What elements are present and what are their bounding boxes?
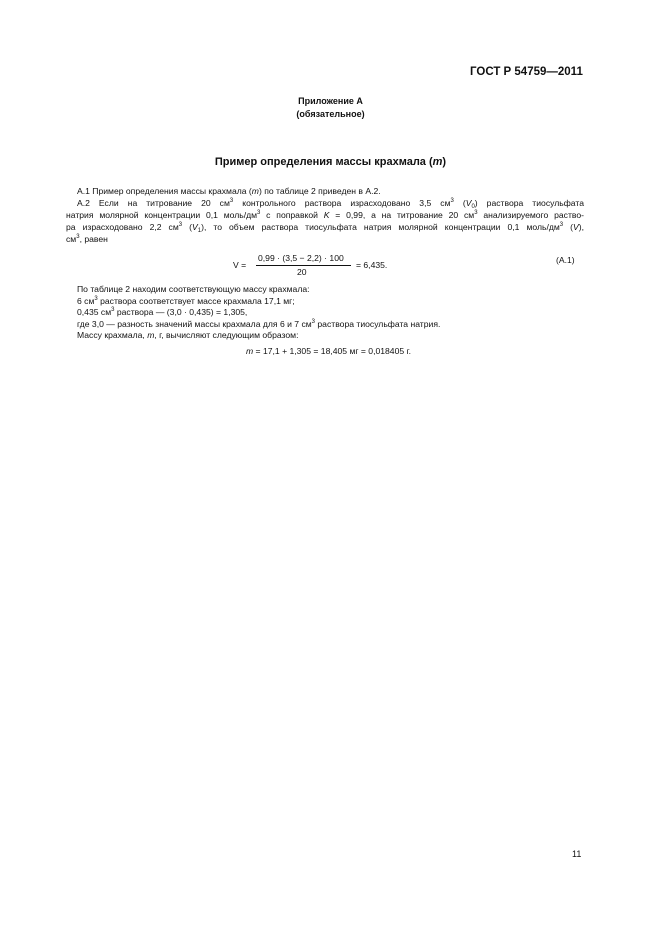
text-segment: = 0,99, а на титрование 20 см [329, 210, 475, 220]
text-segment: где 3,0 — разность значений массы крахмала для 6 и 7 см [77, 319, 312, 329]
document-header: ГОСТ Р 54759—2011 [470, 66, 583, 78]
text-segment: анализируемого раство- [477, 210, 584, 220]
formula-result: = 6,435. [356, 260, 388, 270]
variable: K [323, 210, 330, 220]
superscript: 3 [76, 234, 80, 240]
text-line [77, 307, 584, 318]
formula-denominator: 20 [297, 267, 307, 277]
text-segment: ( [453, 198, 466, 208]
variable: m [147, 330, 155, 340]
appendix-label: Приложение А [298, 96, 363, 106]
text-line [77, 198, 584, 209]
text-segment: ) по таблице 2 приведен в А.2. [258, 186, 381, 196]
text-segment: А.2 Если на титрование 20 см [77, 198, 230, 208]
superscript: 3 [111, 307, 115, 313]
title-variable: m [432, 156, 443, 168]
superscript: 3 [257, 210, 261, 216]
title-text: Пример определения массы крахмала ( [214, 156, 433, 168]
text-segment: По таблице 2 находим соответствующую массу крахмала: [77, 284, 310, 294]
variable: V [465, 198, 472, 208]
formula-numerator: 0,99 · (3,5 − 2,2) · 100 [258, 253, 344, 263]
text-line [66, 234, 584, 245]
text-segment: контрольного раствора израсходовано 3,5 см [233, 198, 451, 208]
text-line [77, 186, 584, 197]
variable: V [192, 222, 198, 232]
formula-mass [246, 346, 411, 356]
text-segment: ) раствора тиосульфата [474, 198, 584, 208]
superscript: 3 [450, 198, 454, 204]
formula-lhs: V = [233, 260, 247, 270]
text-segment: ра израсходовано 2,2 см [66, 222, 179, 232]
text-segment: 0,435 см [77, 307, 112, 317]
text-segment: раствора соответствует массе крахмала 17,1 мг; [97, 296, 295, 306]
subscript: 0 [471, 204, 475, 210]
text-segment: ), то объем раствора тиосульфата натрия молярной концентрации 0,1 моль/дм [201, 222, 560, 232]
text-segment: , г, вычисляют следующим образом: [154, 330, 299, 340]
text-segment: см [66, 234, 77, 244]
text-line [66, 210, 584, 221]
text-line [77, 330, 584, 341]
superscript: 3 [229, 198, 234, 204]
text-segment: А.1 Пример определения массы крахмала ( [77, 186, 252, 196]
equation-number: (А.1) [556, 255, 575, 265]
superscript: 3 [94, 296, 98, 302]
variable: V [573, 222, 579, 232]
text-line [77, 319, 584, 330]
text-segment: Массу крахмала, [77, 330, 148, 340]
text-line [77, 284, 584, 295]
text-segment: , равен [79, 234, 108, 244]
formula-mass-expression: = 17,1 + 1,305 = 18,405 мг = 0,018405 г. [253, 346, 411, 356]
text-segment: ( [182, 222, 193, 232]
subscript: 1 [197, 228, 202, 234]
appendix-status: (обязательное) [296, 109, 365, 119]
title-text-end: ) [442, 156, 447, 168]
superscript: 3 [311, 319, 316, 325]
text-segment: натрия молярной концентрации 0,1 моль/дм [66, 210, 258, 220]
superscript: 3 [559, 222, 564, 228]
text-line [77, 296, 584, 307]
variable: m [251, 186, 259, 196]
text-line [66, 222, 584, 233]
appendix-title [0, 156, 661, 168]
text-segment: раствора тиосульфата натрия. [315, 319, 441, 329]
formula-mass-variable: m [246, 346, 254, 356]
fraction-bar [256, 265, 351, 266]
text-segment: 6 см [77, 296, 95, 306]
text-segment: ), [578, 222, 585, 232]
page-number: 11 [572, 849, 582, 859]
superscript: 3 [178, 222, 183, 228]
text-segment: ( [563, 222, 574, 232]
text-segment: с поправкой [260, 210, 324, 220]
superscript: 3 [474, 210, 478, 216]
text-segment: раствора — (3,0 · 0,435) = 1,305, [114, 307, 248, 317]
